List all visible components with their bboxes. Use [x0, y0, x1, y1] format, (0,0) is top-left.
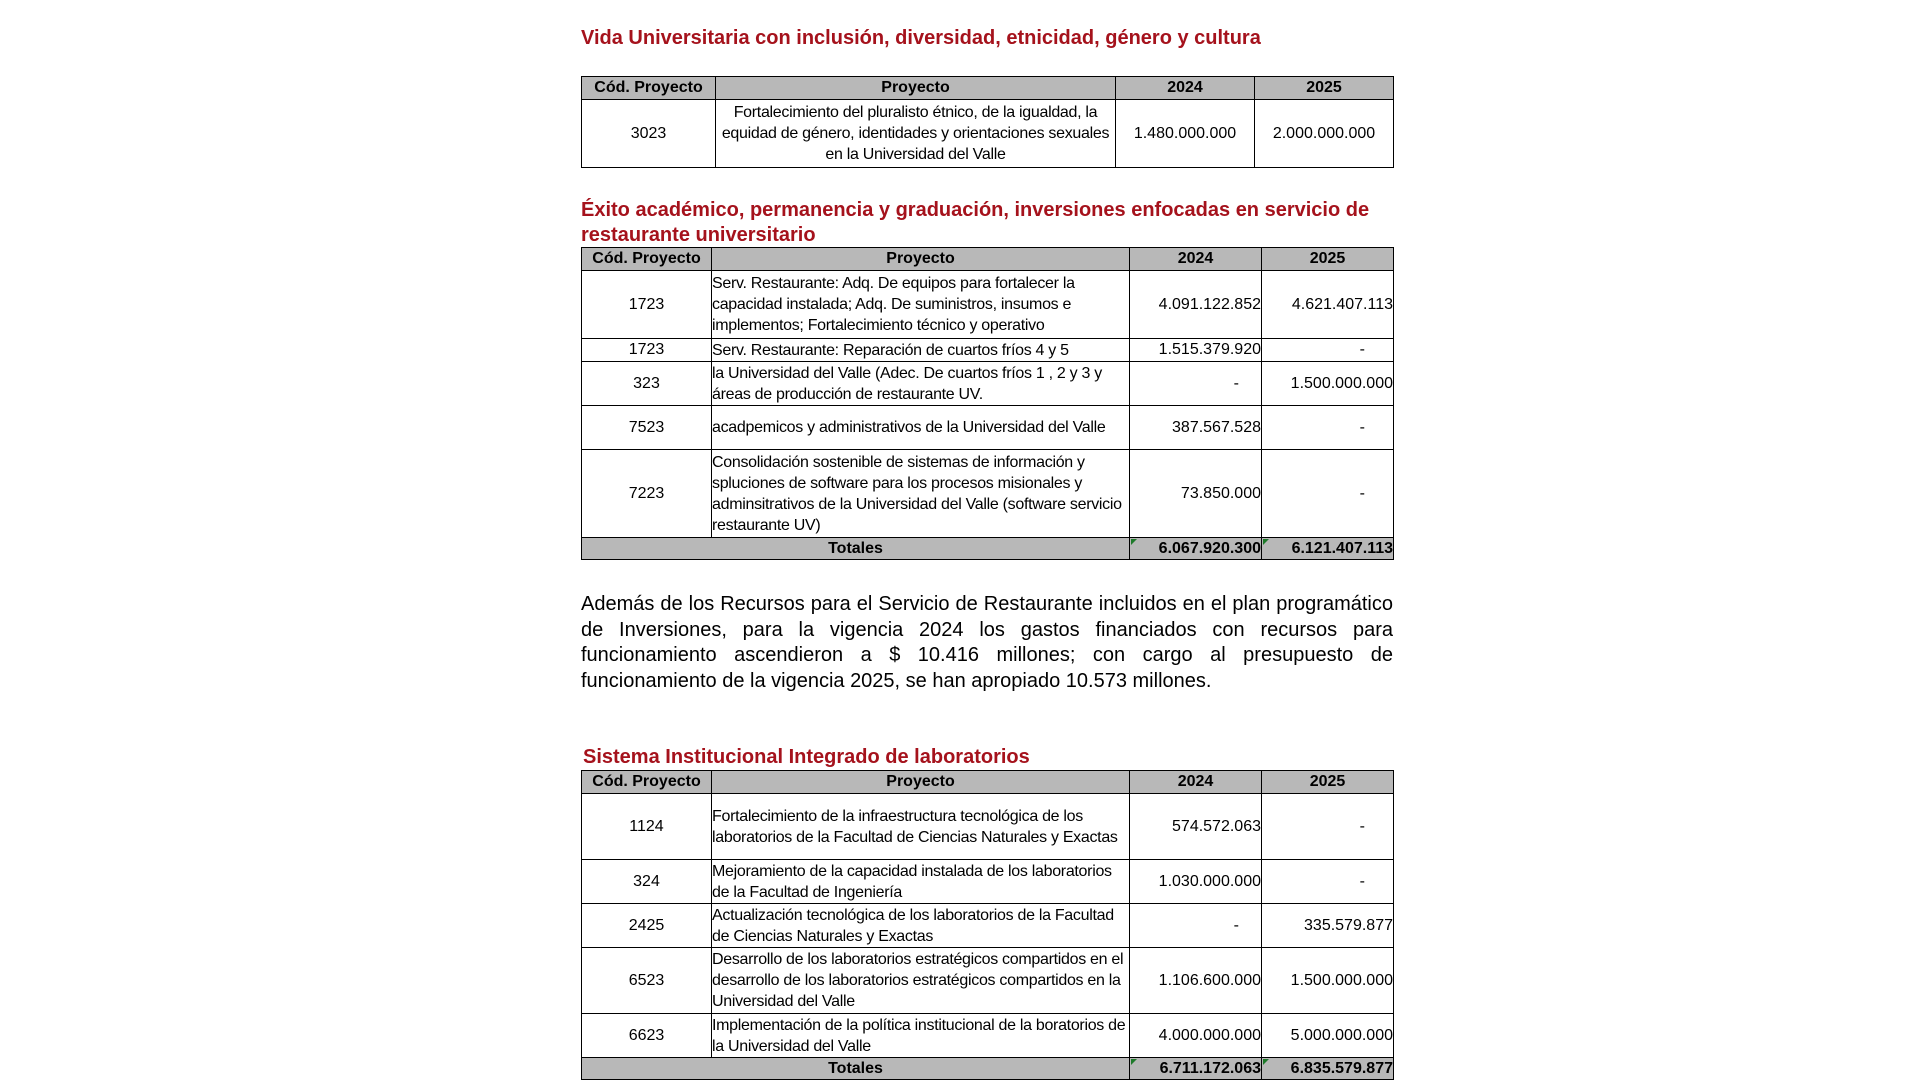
row-project: Desarrollo de los laboratorios estratégicos compartidos en el desarrollo de los laboratorios estratégicos compartidos en la Universidad del Valle	[712, 948, 1130, 1014]
total-2024	[1130, 1058, 1262, 1080]
header-2024: 2024	[1116, 77, 1255, 100]
row-code: 323	[582, 362, 712, 406]
header-project: Proyecto	[712, 248, 1130, 271]
green-triangle-mark	[1131, 539, 1137, 545]
header-project: Proyecto	[712, 771, 1130, 794]
table-row	[582, 794, 1394, 860]
row-code: 7223	[582, 450, 712, 538]
green-triangle-mark	[1131, 1059, 1137, 1065]
row-2025: -	[1262, 406, 1394, 450]
row-code: 1723	[582, 271, 712, 339]
row-code: 7523	[582, 406, 712, 450]
table-header-row	[582, 248, 1394, 271]
row-2025: -	[1262, 450, 1394, 538]
row-project: Serv. Restaurante: Reparación de cuartos fríos 4 y 5	[712, 339, 1130, 362]
header-2024: 2024	[1130, 771, 1262, 794]
row-project: Actualización tecnológica de los laboratorios de la Facultad de Ciencias Naturales y Exactas	[712, 904, 1130, 948]
row-project: Mejoramiento de la capacidad instalada de los laboratorios de la Facultad de Ingeniería	[712, 860, 1130, 904]
row-2025: 4.621.407.113	[1262, 271, 1394, 339]
total-2025-value: 6.121.407.113	[1291, 539, 1393, 557]
row-2024: -	[1130, 362, 1262, 406]
header-2025: 2025	[1262, 771, 1394, 794]
section2-table	[581, 247, 1394, 560]
row-2024: 4.000.000.000	[1130, 1014, 1262, 1058]
row-2025: -	[1262, 860, 1394, 904]
row-2025: 5.000.000.000	[1262, 1014, 1394, 1058]
row-project: Implementación de la política institucional de la boratorios de la Universidad del Valle	[712, 1014, 1130, 1058]
row-2024: 1.106.600.000	[1130, 948, 1262, 1014]
section1-table	[581, 76, 1394, 168]
row-project: Serv. Restaurante: Adq. De equipos para fortalecer la capacidad instalada; Adq. De suministros, insumos e implementos; Fortalecimiento técnico y operativo	[712, 271, 1130, 339]
section3-table	[581, 770, 1394, 1080]
table-row	[582, 904, 1394, 948]
green-triangle-mark	[1263, 1059, 1269, 1065]
table-row	[582, 406, 1394, 450]
row-2024: -	[1130, 904, 1262, 948]
row-2024: 1.515.379.920	[1130, 339, 1262, 362]
row-project: acadpemicos y administrativos de la Universidad del Valle	[712, 406, 1130, 450]
row-project: Consolidación sostenible de sistemas de información y spluciones de software para los procesos misionales y adminsitrativos de la Universidad del Valle (software servicio restaurante UV)	[712, 450, 1130, 538]
row-code: 3023	[582, 100, 716, 168]
row-2024: 1.030.000.000	[1130, 860, 1262, 904]
row-code: 2425	[582, 904, 712, 948]
row-2025: 335.579.877	[1262, 904, 1394, 948]
row-project: Fortalecimiento del pluralisto étnico, de la igualdad, la equidad de género, identidades y orientaciones sexuales en la Universidad del Valle	[716, 100, 1116, 168]
row-2024: 387.567.528	[1130, 406, 1262, 450]
table-row	[582, 948, 1394, 1014]
row-2025: 1.500.000.000	[1262, 362, 1394, 406]
table-row	[582, 1014, 1394, 1058]
totals-label: Totales	[582, 538, 1130, 560]
table-row	[582, 450, 1394, 538]
header-code: Cód. Proyecto	[582, 771, 712, 794]
table-header-row	[582, 77, 1394, 100]
totals-row	[582, 1058, 1394, 1080]
totals-label: Totales	[582, 1058, 1130, 1080]
total-2024-value: 6.711.172.063	[1159, 1059, 1261, 1077]
table-row	[582, 271, 1394, 339]
header-2025: 2025	[1262, 248, 1394, 271]
row-project: Fortalecimiento de la infraestructura tecnológica de los laboratorios de la Facultad de Ciencias Naturales y Exactas	[712, 794, 1130, 860]
row-2025: 2.000.000.000	[1255, 100, 1394, 168]
header-2024: 2024	[1130, 248, 1262, 271]
body-paragraph: Además de los Recursos para el Servicio de Restaurante incluidos en el plan programático de Inversiones, para la vigencia 2024 los gastos financiados con recursos para funcionamiento ascendieron a $ 10.416 millones; con cargo al presupuesto de funcionamiento de la vigencia 2025, se han apropiado 10.573 millones.	[581, 593, 1393, 692]
table-row	[582, 100, 1394, 168]
total-2024	[1130, 538, 1262, 560]
row-2024: 4.091.122.852	[1130, 271, 1262, 339]
table-row	[582, 339, 1394, 362]
row-code: 6523	[582, 948, 712, 1014]
header-2025: 2025	[1255, 77, 1394, 100]
total-2025	[1262, 538, 1394, 560]
row-2024: 1.480.000.000	[1116, 100, 1255, 168]
row-2025: -	[1262, 794, 1394, 860]
table-row	[582, 362, 1394, 406]
table-header-row	[582, 771, 1394, 794]
total-2024-value: 6.067.920.300	[1158, 539, 1261, 557]
table-row	[582, 860, 1394, 904]
totals-row	[582, 538, 1394, 560]
header-project: Proyecto	[716, 77, 1116, 100]
row-code: 1124	[582, 794, 712, 860]
header-code: Cód. Proyecto	[582, 248, 712, 271]
total-2025-value: 6.835.579.877	[1290, 1059, 1393, 1077]
row-code: 1723	[582, 339, 712, 362]
row-2025: 1.500.000.000	[1262, 948, 1394, 1014]
section3-title: Sistema Institucional Integrado de laboratorios	[583, 746, 1030, 768]
row-code: 6623	[582, 1014, 712, 1058]
total-2025	[1262, 1058, 1394, 1080]
header-code: Cód. Proyecto	[582, 77, 716, 100]
row-2024: 574.572.063	[1130, 794, 1262, 860]
row-2024: 73.850.000	[1130, 450, 1262, 538]
row-code: 324	[582, 860, 712, 904]
row-project: la Universidad del Valle (Adec. De cuartos fríos 1 , 2 y 3 y áreas de producción de restaurante UV.	[712, 362, 1130, 406]
row-2025: -	[1262, 339, 1394, 362]
green-triangle-mark	[1263, 539, 1269, 545]
section2-title: Éxito académico, permanencia y graduación, inversiones enfocadas en servicio de restaurante universitario	[581, 199, 1370, 246]
section1-title: Vida Universitaria con inclusión, diversidad, etnicidad, género y cultura	[581, 27, 1261, 49]
